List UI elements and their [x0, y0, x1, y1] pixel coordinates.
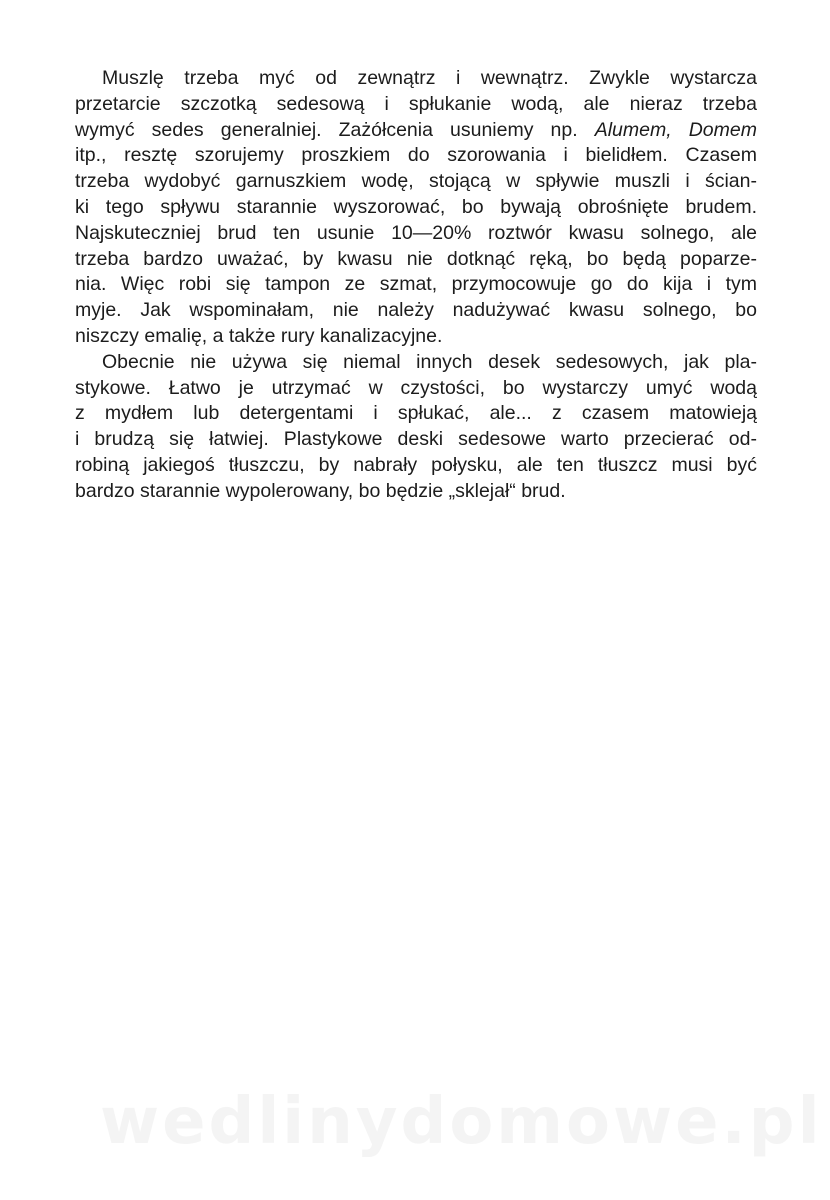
- text-line: stykowe. Łatwo je utrzymać w czystości, bo wystarczy umyć wodą: [75, 376, 757, 399]
- text-line: itp., resztę szorujemy proszkiem do szorowania i bielidłem. Czasem: [75, 144, 757, 167]
- text-line: nia. Więc robi się tampon ze szmat, przymocowuje go do kija i tym: [75, 273, 757, 296]
- text-line: trzeba wydobyć garnuszkiem wodę, stojącą w spływie muszli i ścian-: [75, 170, 757, 193]
- text-line: Najskuteczniej brud ten usunie 10—20% roztwór kwasu solnego, ale: [75, 221, 757, 244]
- italic-product-names: Alumem, Domem: [594, 118, 757, 141]
- text-line: Obecnie nie używa się niemal innych desek sedesowych, jak pla-: [102, 350, 757, 373]
- text-line: przetarcie szczotką sedesową i spłukanie wodą, ale nieraz trzeba: [75, 92, 757, 115]
- page-body: [75, 66, 757, 505]
- paragraph-toilet-seats: [75, 350, 757, 505]
- text-line: robiną jakiegoś tłuszczu, by nabrały połysku, ale ten tłuszcz musi być: [75, 453, 757, 476]
- text-line: z mydłem lub detergentami i spłukać, ale... z czasem matowieją: [75, 402, 757, 425]
- text-line: myje. Jak wspominałam, nie należy nadużywać kwasu solnego, bo: [75, 299, 757, 322]
- text-line: niszczy emalię, a także rury kanalizacyjne.: [75, 324, 443, 347]
- text-line-with-italic-names: wymyć sedes generalniej. Zażółcenia usuniemy np. Alumem, Domem: [75, 118, 757, 141]
- text-line: ki tego spływu starannie wyszorować, bo bywają obrośnięte brudem.: [75, 195, 757, 218]
- text-line: Muszlę trzeba myć od zewnątrz i wewnątrz. Zwykle wystarcza: [102, 67, 757, 89]
- text-line: i brudzą się łatwiej. Plastykowe deski sedesowe warto przecierać od-: [75, 428, 757, 451]
- paragraph-toilet-bowl-cleaning: [75, 66, 757, 350]
- watermark-text: wedlinydomowe.pl: [100, 1085, 823, 1159]
- text-line: trzeba bardzo uważać, by kwasu nie dotknąć ręką, bo będą poparze-: [75, 247, 757, 270]
- text-line: bardzo starannie wypolerowany, bo będzie „sklejał“ brud.: [75, 479, 566, 502]
